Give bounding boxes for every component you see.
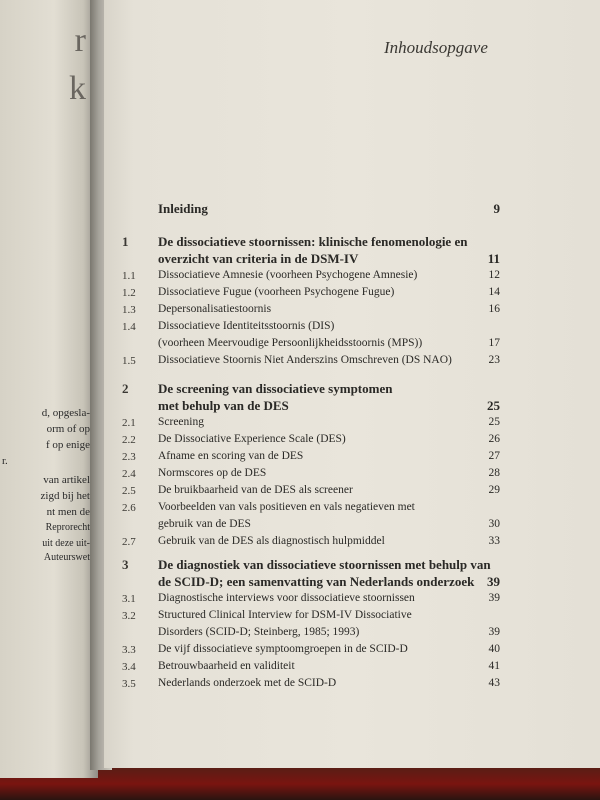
entry-number: 3: [122, 557, 129, 572]
entry-number: 2.6: [122, 502, 136, 514]
right-book-page: [104, 0, 600, 768]
entry-page: 25: [487, 398, 500, 413]
page-title: Inhoudsopgave: [384, 38, 488, 57]
entry-number: 1.4: [122, 321, 136, 333]
left-page-fragment: van artikel: [43, 474, 90, 486]
left-page-fragment: Reprorecht: [45, 522, 90, 533]
entry-title: Dissociatieve Stoornis Niet Anderszins Omschreven (DS NAO): [158, 354, 452, 366]
entry-title: (voorheen Meervoudige Persoonlijkheidsstoornis (MPS)): [158, 337, 423, 349]
entry-title: Dissociatieve Amnesie (voorheen Psychogene Amnesie): [158, 269, 418, 281]
entry-page: 26: [488, 433, 500, 445]
entry-page: 12: [488, 269, 500, 281]
left-page-fragment: uit deze uit-: [42, 538, 90, 549]
entry-number: 3.1: [122, 593, 136, 605]
left-page-fragment: d, opgesla-: [41, 407, 90, 419]
left-page-fragment: Auteurswet: [43, 552, 90, 563]
entry-title: De screening van dissociatieve symptomen: [158, 381, 393, 396]
entry-number: 1.1: [122, 270, 136, 282]
entry-page: 9: [493, 201, 500, 216]
entry-title: overzicht van criteria in de DSM-IV: [158, 251, 359, 266]
left-book-page: [0, 0, 98, 778]
entry-title: Disorders (SCID-D; Steinberg, 1985; 1993): [158, 626, 360, 638]
entry-page: 28: [488, 467, 500, 479]
entry-page: 14: [488, 286, 500, 298]
entry-number: 3.2: [122, 610, 136, 622]
entry-number: 2.2: [122, 434, 136, 446]
left-page-fragment: nt men de: [46, 506, 90, 518]
entry-title: De vijf dissociatieve symptoomgroepen in de SCID-D: [158, 643, 408, 655]
entry-title: De diagnostiek van dissociatieve stoornissen met behulp van: [158, 557, 491, 572]
entry-page: 40: [488, 643, 500, 655]
entry-title: de SCID-D; een samenvatting van Nederlands onderzoek: [158, 574, 475, 589]
entry-title: Inleiding: [158, 201, 208, 216]
entry-number: 3.3: [122, 644, 136, 656]
entry-title: gebruik van de DES: [158, 518, 251, 530]
entry-title: Nederlands onderzoek met de SCID-D: [158, 677, 337, 689]
entry-title: Gebruik van de DES als diagnostisch hulpmiddel: [158, 535, 385, 547]
left-page-fragment: orm of op: [46, 423, 90, 435]
entry-title: Depersonalisatiestoornis: [158, 303, 272, 315]
entry-title: De dissociatieve stoornissen: klinische fenomenologie en: [158, 234, 468, 249]
entry-title: Normscores op de DES: [158, 467, 267, 479]
entry-title: Betrouwbaarheid en validiteit: [158, 660, 295, 672]
entry-page: 39: [488, 626, 500, 638]
entry-number: 1.3: [122, 304, 136, 316]
entry-number: 2.1: [122, 417, 136, 429]
entry-number: 1.2: [122, 287, 136, 299]
entry-title: De Dissociative Experience Scale (DES): [158, 433, 346, 445]
entry-page: 43: [488, 677, 500, 689]
left-page-fragment: zigd bij het: [40, 490, 90, 502]
entry-title: met behulp van de DES: [158, 398, 289, 413]
entry-page: 11: [487, 251, 500, 266]
entry-number: 3.5: [122, 678, 136, 690]
entry-page: 33: [488, 535, 500, 547]
entry-number: 1: [122, 234, 129, 249]
entry-number: 2: [122, 381, 129, 396]
entry-number: 1.5: [122, 355, 136, 367]
entry-page: 39: [487, 574, 500, 589]
entry-number: 2.5: [122, 485, 136, 497]
entry-page: 30: [488, 518, 500, 530]
entry-page: 17: [488, 337, 500, 349]
entry-number: 2.3: [122, 451, 136, 463]
entry-page: 16: [488, 303, 500, 315]
entry-title: De bruikbaarheid van de DES als screener: [158, 484, 353, 496]
entry-title: Afname en scoring van de DES: [158, 450, 304, 462]
left-page-fragment: f op enige: [46, 439, 90, 451]
entry-page: 25: [488, 416, 500, 428]
entry-page: 27: [488, 450, 500, 462]
entry-number: 2.4: [122, 468, 136, 480]
entry-title: Structured Clinical Interview for DSM-IV Dissociative: [158, 609, 412, 621]
entry-title: Screening: [158, 416, 204, 428]
entry-title: Diagnostische interviews voor dissociatieve stoornissen: [158, 592, 415, 604]
entry-page: 39: [488, 592, 500, 604]
entry-number: 2.7: [122, 536, 136, 548]
entry-title: Voorbeelden van vals positieven en vals negatieven met: [158, 501, 415, 513]
entry-number: 3.4: [122, 661, 136, 673]
left-page-glyph: r: [74, 22, 86, 59]
left-page-fragment: r.: [2, 455, 8, 467]
entry-title: Dissociatieve Identiteitsstoornis (DIS): [158, 320, 335, 332]
entry-title: Dissociatieve Fugue (voorheen Psychogene Fugue): [158, 286, 395, 298]
entry-page: 41: [488, 660, 500, 672]
entry-page: 29: [488, 484, 500, 496]
entry-page: 23: [488, 354, 500, 366]
left-page-glyph: k: [69, 70, 86, 107]
